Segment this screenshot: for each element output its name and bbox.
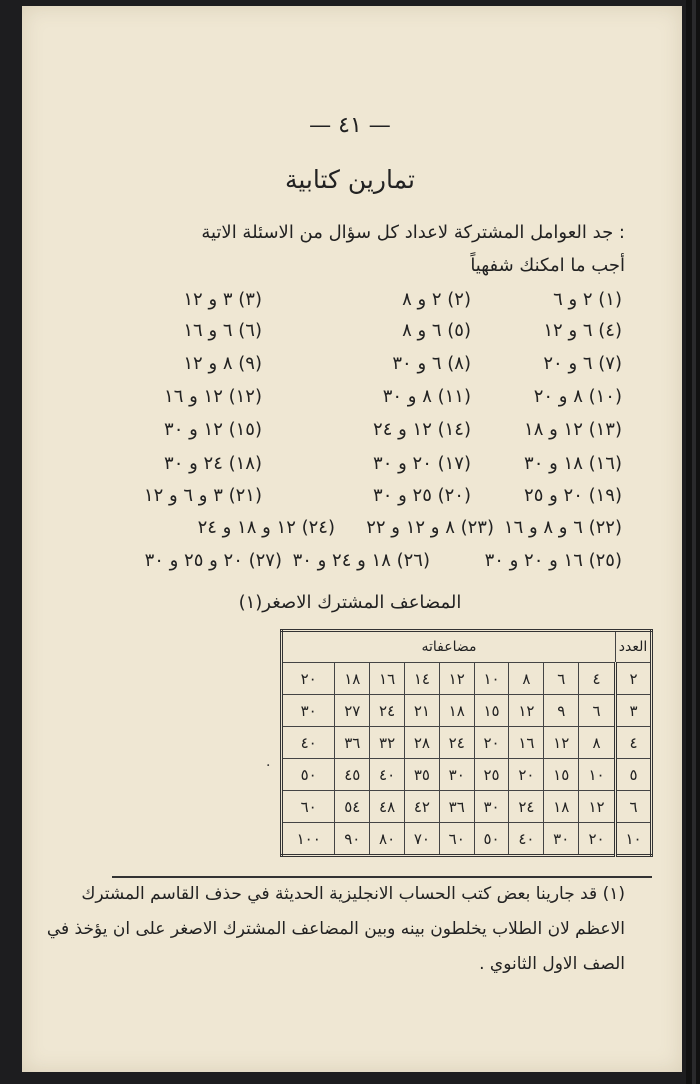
table-cell: ١٥ bbox=[474, 695, 509, 727]
table-header-row bbox=[282, 631, 652, 663]
problem: (٢٢) ٦ و ٨ و ١٦ bbox=[503, 517, 622, 538]
table-cell: ٥ bbox=[616, 759, 652, 791]
table-cell: ١٠٠ bbox=[282, 823, 335, 856]
problem: (٢٧) ٢٠ و ٢٥ و ٣٠ bbox=[144, 550, 282, 571]
problem: (٥) ٦ و ٨ bbox=[402, 320, 471, 341]
table-cell: ١٥ bbox=[544, 759, 579, 791]
table-cell: ١٨ bbox=[439, 695, 474, 727]
table-cell: ٤٠ bbox=[509, 823, 544, 856]
table-cell: ٦٠ bbox=[439, 823, 474, 856]
table-cell: ٥٠ bbox=[474, 823, 509, 856]
problem: (١١) ٨ و ٣٠ bbox=[382, 386, 471, 407]
table-row bbox=[282, 663, 652, 695]
table-cell: ١٦ bbox=[509, 727, 544, 759]
table-cell: ٢٠ bbox=[579, 823, 616, 856]
table-row bbox=[282, 791, 652, 823]
table-cell: ٥٤ bbox=[335, 791, 370, 823]
multiples-table bbox=[280, 629, 653, 857]
problem: (١٣) ١٢ و ١٨ bbox=[524, 419, 622, 440]
table-row bbox=[282, 695, 652, 727]
table-cell: ٤٨ bbox=[370, 791, 405, 823]
table-caption: المضاعف المشترك الاصغر(١) bbox=[238, 592, 462, 613]
problem: (١٨) ٢٤ و ٣٠ bbox=[164, 453, 262, 474]
problem: (١٧) ٢٠ و ٣٠ bbox=[373, 453, 471, 474]
table-cell: ٣٠ bbox=[544, 823, 579, 856]
header-number: العدد bbox=[616, 631, 652, 663]
table-cell: ١٢ bbox=[439, 663, 474, 695]
table-cell: ١٠ bbox=[474, 663, 509, 695]
footnote-line: (١) قد جارينا بعض كتب الحساب الانجليزية الحديثة في حذف القاسم المشترك bbox=[81, 884, 625, 904]
table-cell: ١٢ bbox=[544, 727, 579, 759]
table-cell: ٢٠ bbox=[474, 727, 509, 759]
table-cell: ٤ bbox=[616, 727, 652, 759]
table-cell: ٢٤ bbox=[370, 695, 405, 727]
table-cell: ٤٢ bbox=[405, 791, 440, 823]
page-edge-strip bbox=[692, 0, 696, 1084]
problem: (٢) ٢ و ٨ bbox=[402, 289, 471, 310]
problem: (١) ٢ و ٦ bbox=[553, 289, 622, 310]
table-cell: ٢٨ bbox=[405, 727, 440, 759]
problem: (١٢) ١٢ و ١٦ bbox=[164, 386, 262, 407]
table-row bbox=[282, 727, 652, 759]
table-cell: ٤٥ bbox=[335, 759, 370, 791]
problem: (٢٣) ٨ و ١٢ و ٢٢ bbox=[366, 517, 494, 538]
problem: (١٥) ١٢ و ٣٠ bbox=[164, 419, 262, 440]
section-title: تمارين كتابية bbox=[284, 165, 415, 194]
problem: (٩) ٨ و ١٢ bbox=[183, 353, 262, 374]
footnote-line: الصف الاول الثانوي . bbox=[479, 954, 625, 974]
problem: (٢٥) ١٦ و ٢٠ و ٣٠ bbox=[484, 550, 622, 571]
footnote-line: الاعظم لان الطلاب يخلطون بينه وبين المضاعف المشترك الاصغر على ان يؤخذ في bbox=[46, 919, 625, 939]
table-row bbox=[282, 823, 652, 856]
table-cell: ٤٠ bbox=[282, 727, 335, 759]
table-cell: ٣٦ bbox=[439, 791, 474, 823]
table-cell: ٢٤ bbox=[439, 727, 474, 759]
problem: (٢٠) ٢٥ و ٣٠ bbox=[373, 485, 471, 506]
problem: (٧) ٦ و ٢٠ bbox=[543, 353, 622, 374]
problem: (٦) ٦ و ١٦ bbox=[183, 320, 262, 341]
footnote-divider bbox=[112, 876, 652, 878]
table-cell: ٨ bbox=[509, 663, 544, 695]
table-cell: ٨ bbox=[579, 727, 616, 759]
header-multiples: مضاعفاته bbox=[282, 631, 616, 663]
instruction-line: أجب ما امكنك شفهياً bbox=[470, 255, 625, 276]
table-cell: ٧٠ bbox=[405, 823, 440, 856]
problem: (٢٦) ١٨ و ٢٤ و ٣٠ bbox=[292, 550, 430, 571]
table-cell: ٢٠ bbox=[509, 759, 544, 791]
table-cell: ٣٦ bbox=[335, 727, 370, 759]
table-cell: ٤٠ bbox=[370, 759, 405, 791]
table-cell: ٣٠ bbox=[282, 695, 335, 727]
table-cell: ٦ bbox=[579, 695, 616, 727]
table-row bbox=[282, 759, 652, 791]
table-cell: ٩ bbox=[544, 695, 579, 727]
problem: (١٩) ٢٠ و ٢٥ bbox=[524, 485, 622, 506]
table-cell: ٢٤ bbox=[509, 791, 544, 823]
table-cell: ١٨ bbox=[544, 791, 579, 823]
table-cell: ١٠ bbox=[616, 823, 652, 856]
stray-mark: · bbox=[266, 758, 271, 774]
table-cell: ١٨ bbox=[335, 663, 370, 695]
table-cell: ٢٠ bbox=[282, 663, 335, 695]
table-cell: ٢ bbox=[616, 663, 652, 695]
problem: (٨) ٦ و ٣٠ bbox=[392, 353, 471, 374]
table-cell: ١٤ bbox=[405, 663, 440, 695]
table-cell: ١٠ bbox=[579, 759, 616, 791]
problem: (٢١) ٣ و ٦ و ١٢ bbox=[143, 485, 262, 506]
table-cell: ١٦ bbox=[370, 663, 405, 695]
table-cell: ٥٠ bbox=[282, 759, 335, 791]
problem: (١٠) ٨ و ٢٠ bbox=[533, 386, 622, 407]
problem: (٤) ٦ و ١٢ bbox=[543, 320, 622, 341]
table-cell: ٣٠ bbox=[474, 791, 509, 823]
table-cell: ٦ bbox=[544, 663, 579, 695]
instruction-line: جد العوامل المشتركة لاعداد كل سؤال من الاسئلة الاتية : bbox=[201, 222, 625, 243]
table-cell: ٣٥ bbox=[405, 759, 440, 791]
table-cell: ١٢ bbox=[509, 695, 544, 727]
problem: (١٦) ١٨ و ٣٠ bbox=[524, 453, 622, 474]
table-cell: ٢١ bbox=[405, 695, 440, 727]
table-cell: ٨٠ bbox=[370, 823, 405, 856]
table-cell: ١٢ bbox=[579, 791, 616, 823]
table-cell: ٤ bbox=[579, 663, 616, 695]
problem: (٣) ٣ و ١٢ bbox=[183, 289, 262, 310]
table-cell: ٢٧ bbox=[335, 695, 370, 727]
table-cell: ٦ bbox=[616, 791, 652, 823]
problem: (١٤) ١٢ و ٢٤ bbox=[373, 419, 471, 440]
table-cell: ٣ bbox=[616, 695, 652, 727]
table-cell: ٦٠ bbox=[282, 791, 335, 823]
page-number: — ٤١ — bbox=[309, 113, 391, 138]
table-cell: ٩٠ bbox=[335, 823, 370, 856]
problem: (٢٤) ١٢ و ١٨ و ٢٤ bbox=[197, 517, 335, 538]
table-cell: ٢٥ bbox=[474, 759, 509, 791]
table-cell: ٣٢ bbox=[370, 727, 405, 759]
table-cell: ٣٠ bbox=[439, 759, 474, 791]
